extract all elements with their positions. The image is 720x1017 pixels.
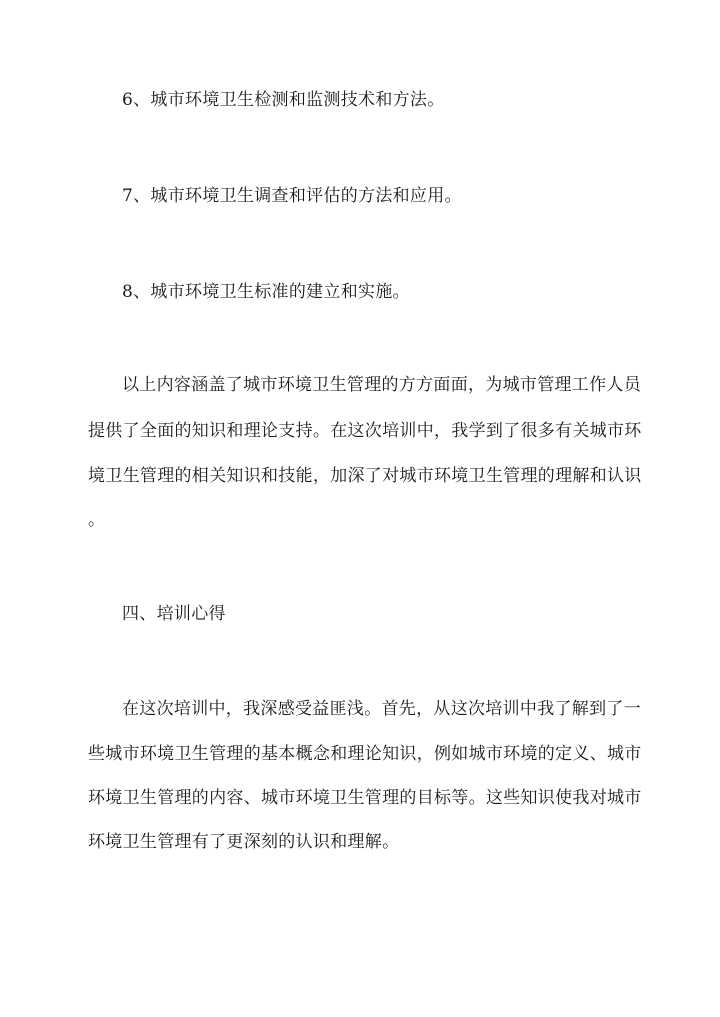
list-item-7: 7、城市环境卫生调查和评估的方法和应用。 bbox=[122, 186, 462, 206]
list-item-8: 8、城市环境卫生标准的建立和实施。 bbox=[122, 282, 410, 302]
paragraph-line: 环境卫生管理有了更深刻的认识和理解。 bbox=[88, 832, 400, 852]
paragraph-line: 环境卫生管理的内容、城市环境卫生管理的目标等。这些知识使我对城市 bbox=[88, 788, 642, 808]
paragraph-line: 境卫生管理的相关知识和技能，加深了对城市环境卫生管理的理解和认识 bbox=[88, 466, 642, 486]
paragraph-line: 。 bbox=[88, 510, 106, 530]
paragraph-line: 在这次培训中，我深感受益匪浅。首先，从这次培训中我了解到了一 bbox=[122, 699, 641, 719]
paragraph-line: 提供了全面的知识和理论支持。在这次培训中，我学到了很多有关城市环 bbox=[88, 421, 642, 441]
paragraph-line: 以上内容涵盖了城市环境卫生管理的方方面面，为城市管理工作人员 bbox=[122, 375, 641, 395]
paragraph-line: 些城市环境卫生管理的基本概念和理论知识，例如城市环境的定义、城市 bbox=[88, 744, 642, 764]
list-item-6: 6、城市环境卫生检测和监测技术和方法。 bbox=[122, 90, 445, 110]
section-heading: 四、培训心得 bbox=[122, 604, 226, 624]
